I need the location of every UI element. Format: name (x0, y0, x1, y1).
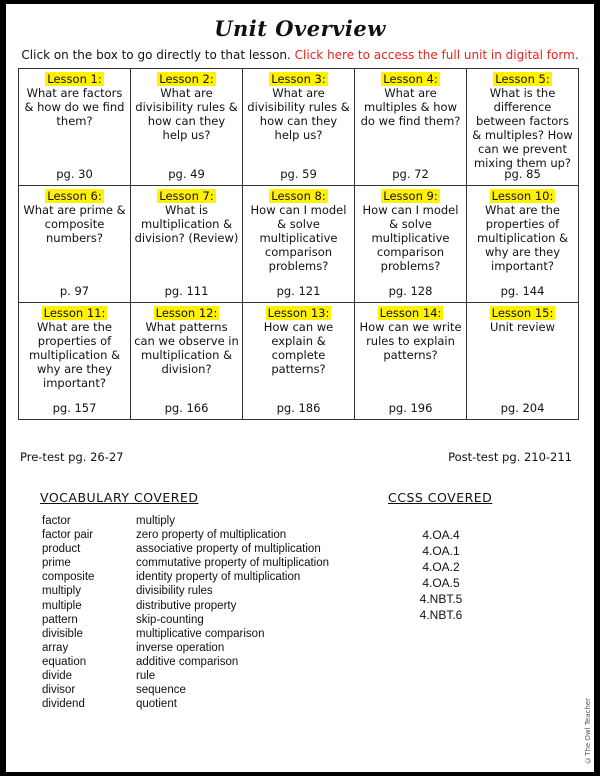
vocabulary-term: divisibility rules (136, 585, 213, 598)
lesson-question: What are the properties of multiplication & why are they important? (476, 203, 569, 273)
lesson-cell[interactable] (19, 69, 131, 186)
lesson-cell[interactable] (467, 69, 579, 186)
vocabulary-term: associative property of multiplication (136, 543, 321, 556)
lesson-cell[interactable] (131, 303, 243, 420)
lesson-page: pg. 128 (388, 284, 433, 298)
vocabulary-term: multiply (42, 585, 81, 598)
digital-unit-link[interactable]: Click here to access the full unit in digital form. (294, 48, 579, 62)
lesson-question: What is multiplication & division? (Review) (134, 203, 239, 245)
lesson-question: What are multiples & how do we find them? (360, 86, 461, 128)
lesson-page: pg. 204 (500, 401, 545, 415)
lesson-label: Lesson 11: (43, 306, 106, 320)
lesson-page: pg. 49 (168, 167, 205, 181)
lesson-cell[interactable] (467, 186, 579, 303)
lesson-cell[interactable] (131, 186, 243, 303)
vocabulary-term: composite (42, 571, 95, 584)
lesson-cell[interactable] (131, 69, 243, 186)
lesson-label: Lesson 10: (491, 189, 554, 203)
lesson-question: Unit review (489, 320, 556, 334)
vocabulary-term: factor pair (42, 529, 94, 542)
vocabulary-term: rule (136, 670, 156, 683)
lesson-cell[interactable] (355, 186, 467, 303)
lesson-page: pg. 72 (392, 167, 429, 181)
vocabulary-term: prime (42, 557, 71, 570)
lesson-question: How can we write rules to explain patterns? (359, 320, 462, 362)
vocabulary-term: array (42, 641, 69, 654)
lesson-question: What are divisibility rules & how can they help us? (247, 86, 350, 142)
vocabulary-term: skip-counting (136, 613, 204, 626)
credit-text: ©The Owl Teacher (584, 698, 592, 764)
ccss-standard: 4.OA.1 (422, 544, 460, 559)
vocabulary-term: divide (42, 670, 73, 683)
lesson-cell[interactable] (467, 303, 579, 420)
vocabulary-column-1 (42, 514, 94, 711)
vocabulary-term: multiple (42, 599, 82, 612)
vocabulary-term: factor (42, 515, 71, 527)
vocabulary-term: quotient (136, 698, 177, 711)
vocabulary-term: dividend (42, 698, 85, 711)
page-title: Unit Overview (214, 16, 386, 41)
ccss-standard: 4.NBT.5 (419, 592, 463, 607)
vocabulary-term: multiply (136, 515, 175, 527)
vocabulary-term: additive comparison (136, 655, 239, 668)
lesson-page: pg. 59 (280, 167, 317, 181)
lesson-cell[interactable] (355, 69, 467, 186)
ccss-heading: CCSS COVERED (388, 490, 493, 505)
lesson-label: Lesson 3: (271, 72, 326, 86)
lesson-cell[interactable] (243, 186, 355, 303)
lesson-question: What are factors & how do we find them? (24, 86, 125, 128)
intro-text: Click on the box to go directly to that lesson. (21, 48, 291, 62)
lesson-page: pg. 157 (52, 401, 97, 415)
vocabulary-term: equation (42, 655, 87, 668)
lesson-page: pg. 144 (500, 284, 545, 298)
worksheet-page (6, 4, 594, 772)
lesson-label: Lesson 13: (267, 306, 330, 320)
lesson-question: How can I model & solve multiplicative comparison problems? (362, 203, 459, 273)
vocabulary-term: distributive property (136, 599, 237, 612)
vocabulary-term: inverse operation (136, 641, 225, 654)
lesson-page: pg. 85 (504, 167, 541, 181)
vocabulary-term: divisor (42, 684, 76, 697)
lesson-label: Lesson 2: (159, 72, 214, 86)
lesson-cell[interactable] (243, 303, 355, 420)
ccss-standard: 4.OA.4 (422, 528, 460, 542)
lesson-grid (18, 68, 579, 420)
intro-line (6, 48, 594, 62)
vocabulary-term: product (42, 543, 81, 556)
lesson-cell[interactable] (19, 186, 131, 303)
pretest-label: Pre-test pg. 26-27 (20, 450, 124, 464)
lesson-page: pg. 121 (276, 284, 321, 298)
lesson-page: pg. 30 (56, 167, 93, 181)
vocabulary-column-2 (136, 514, 329, 711)
vocabulary-term: sequence (136, 684, 186, 697)
lesson-label: Lesson 4: (383, 72, 438, 86)
lesson-label: Lesson 5: (495, 72, 550, 86)
lesson-label: Lesson 1: (47, 72, 102, 86)
lesson-question: What are prime & composite numbers? (23, 203, 126, 245)
ccss-list (406, 527, 476, 624)
vocabulary-term: multiplicative comparison (136, 627, 265, 640)
lesson-label: Lesson 7: (159, 189, 214, 203)
vocabulary-term: divisible (42, 627, 83, 640)
lesson-question: What are the properties of multiplication & why are they important? (28, 320, 121, 390)
lesson-label: Lesson 12: (155, 306, 218, 320)
ccss-standard: 4.OA.2 (422, 560, 460, 575)
posttest-label: Post-test pg. 210-211 (448, 450, 572, 464)
ccss-standard: 4.OA.5 (422, 576, 460, 591)
lesson-question: How can I model & solve multiplicative comparison problems? (250, 203, 347, 273)
lesson-page: pg. 111 (164, 284, 209, 298)
ccss-standard: 4.NBT.6 (419, 608, 463, 623)
vocabulary-heading: VOCABULARY COVERED (40, 490, 199, 505)
lesson-label: Lesson 8: (271, 189, 326, 203)
lesson-cell[interactable] (243, 69, 355, 186)
vocabulary-term: pattern (42, 613, 78, 626)
lesson-cell[interactable] (19, 303, 131, 420)
lesson-page: pg. 186 (276, 401, 321, 415)
vocabulary-term: zero property of multiplication (136, 529, 287, 542)
lesson-question: What is the difference between factors & multiples? How can we prevent mixing them up? (472, 86, 573, 170)
lesson-question: What patterns can we observe in multiplication & division? (134, 320, 239, 376)
lesson-page: pg. 196 (388, 401, 433, 415)
lesson-question: What are divisibility rules & how can they help us? (135, 86, 238, 142)
vocabulary-term: commutative property of multiplication (136, 557, 330, 570)
lesson-label: Lesson 9: (383, 189, 438, 203)
lesson-label: Lesson 15: (491, 306, 554, 320)
lesson-label: Lesson 14: (379, 306, 442, 320)
lesson-page: pg. 166 (164, 401, 209, 415)
lesson-page: p. 97 (59, 284, 90, 298)
lesson-question: How can we explain & complete patterns? (263, 320, 334, 376)
vocabulary-term: identity property of multiplication (136, 571, 301, 584)
lesson-label: Lesson 6: (47, 189, 102, 203)
lesson-cell[interactable] (355, 303, 467, 420)
